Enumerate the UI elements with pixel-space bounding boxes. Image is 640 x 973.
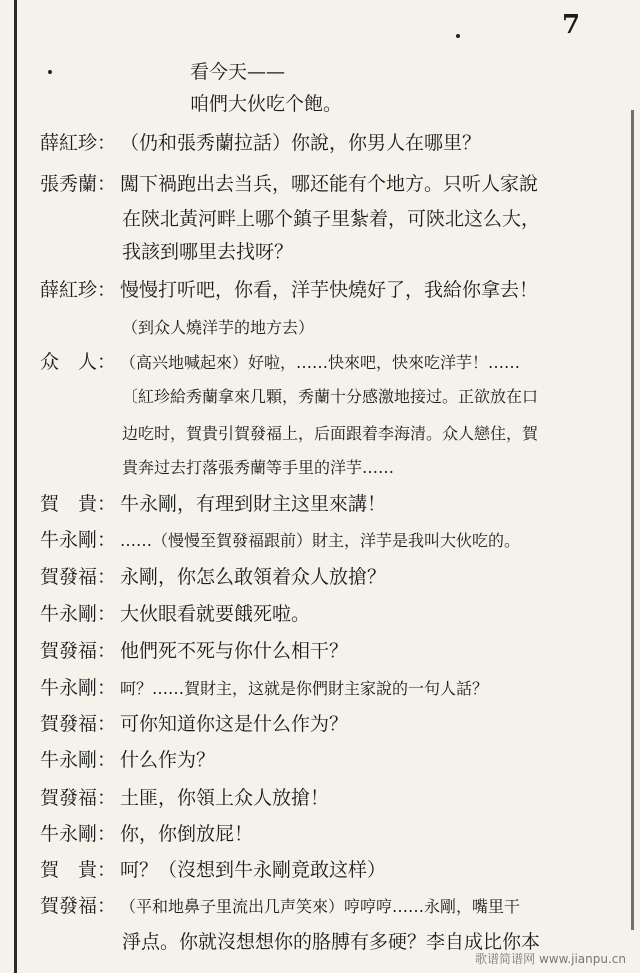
stage-direction: 边吃时，賀貴引賀發福上，后面跟着李海清。众人戀住，賀	[122, 424, 539, 443]
dialogue-text: 呵？（沒想到牛永剛竟敢这样）	[120, 859, 387, 881]
speaker-name: 賀發福：	[40, 566, 117, 588]
speaker-name: 牛永剛：	[40, 749, 117, 771]
script-line: 咱們大伙吃个飽。	[190, 93, 343, 115]
page-edge-shadow	[631, 110, 634, 930]
speaker-name: 賀 貴：	[40, 859, 117, 881]
dialogue-text: 可你知道你这是什么作为？	[120, 713, 349, 735]
dialogue-text: （平和地鼻子里流出几声笑來）哼哼哼……永剛，嘴里干	[120, 897, 521, 916]
dialogue-text: 大伙眼看就要餓死啦。	[120, 603, 311, 625]
speaker-name: 賀 貴：	[40, 493, 117, 515]
speaker-name: 牛永剛：	[40, 677, 117, 699]
dialogue-continuation: 我該到哪里去找呀？	[122, 241, 294, 263]
speaker-name: 賀發福：	[40, 787, 117, 809]
speaker-name: 薛紅珍：	[40, 132, 117, 154]
script-line	[40, 172, 538, 196]
speaker-name: 牛永剛：	[40, 529, 117, 551]
speaker-name: 牛永剛：	[40, 823, 117, 845]
stage-direction: 〔紅珍給秀蘭拿來几顆，秀蘭十分感激地接过。正欲放在口	[122, 387, 539, 406]
script-line	[40, 492, 386, 516]
script-line	[40, 602, 310, 626]
script-line: 看今天——	[190, 61, 286, 83]
speaker-name: 众 人：	[40, 351, 117, 373]
speaker-name: 張秀蘭：	[40, 173, 117, 195]
speaker-name: 賀發福：	[40, 895, 117, 917]
dialogue-text: 他們死不死与你什么相干？	[120, 640, 349, 662]
script-line	[40, 565, 386, 589]
dialogue-text: 闖下禍跑出去当兵，哪还能有个地方。只听人家說	[120, 173, 539, 195]
dialogue-text: 牛永剛，有理到財主这里來講！	[120, 493, 387, 515]
print-speck	[48, 70, 52, 74]
dialogue-text: 土匪，你領上众人放搶！	[120, 787, 330, 809]
script-line	[40, 131, 481, 155]
speaker-name: 賀發福：	[40, 640, 117, 662]
speaker-name: 薛紅珍：	[40, 279, 117, 301]
dialogue-continuation: 淨点。你就沒想想你的胳膊有多硬？李自成比你本	[122, 931, 541, 953]
script-line	[40, 748, 215, 772]
script-line	[40, 676, 488, 701]
dialogue-text: 慢慢打听吧，你看，洋芋快燒好了，我給你拿去！	[120, 279, 539, 301]
script-line	[40, 858, 386, 882]
script-line	[40, 786, 329, 810]
dialogue-text: （高兴地喊起來）好啦，……快來吧，快來吃洋芋！……	[120, 353, 521, 372]
script-line	[40, 639, 348, 663]
speaker-name: 賀發福：	[40, 713, 117, 735]
dialogue-text: 永剛，你怎么敢領着众人放搶？	[120, 566, 387, 588]
script-line	[40, 350, 520, 375]
script-line	[40, 528, 520, 553]
stage-direction: （到众人燒洋芋的地方去）	[122, 318, 315, 337]
script-line	[40, 894, 520, 919]
script-line	[40, 822, 253, 846]
dialogue-text: 什么作为？	[120, 749, 216, 771]
dialogue-text: 呵？……賀財主，这就是你們財主家說的一句人話？	[120, 679, 489, 698]
binding-edge	[14, 0, 17, 973]
script-line	[40, 278, 538, 302]
stage-direction: 貴奔过去打落張秀蘭等手里的洋芋……	[122, 458, 395, 477]
dialogue-text: （仍和張秀蘭拉話）你說，你男人在哪里？	[120, 132, 482, 154]
script-line	[40, 712, 348, 736]
print-speck	[456, 34, 460, 38]
dialogue-text: ……（慢慢至賀發福跟前）財主，洋芋是我叫大伙吃的。	[120, 531, 521, 550]
page-number: 7	[562, 10, 581, 40]
dialogue-continuation: 在陝北黃河畔上哪个鎮子里紮着，可陝北这么大，	[122, 208, 541, 230]
speaker-name: 牛永剛：	[40, 603, 117, 625]
watermark: 歌谱简谱网 www.jianpu.cn	[475, 952, 626, 966]
dialogue-text: 你，你倒放屁！	[120, 823, 254, 845]
